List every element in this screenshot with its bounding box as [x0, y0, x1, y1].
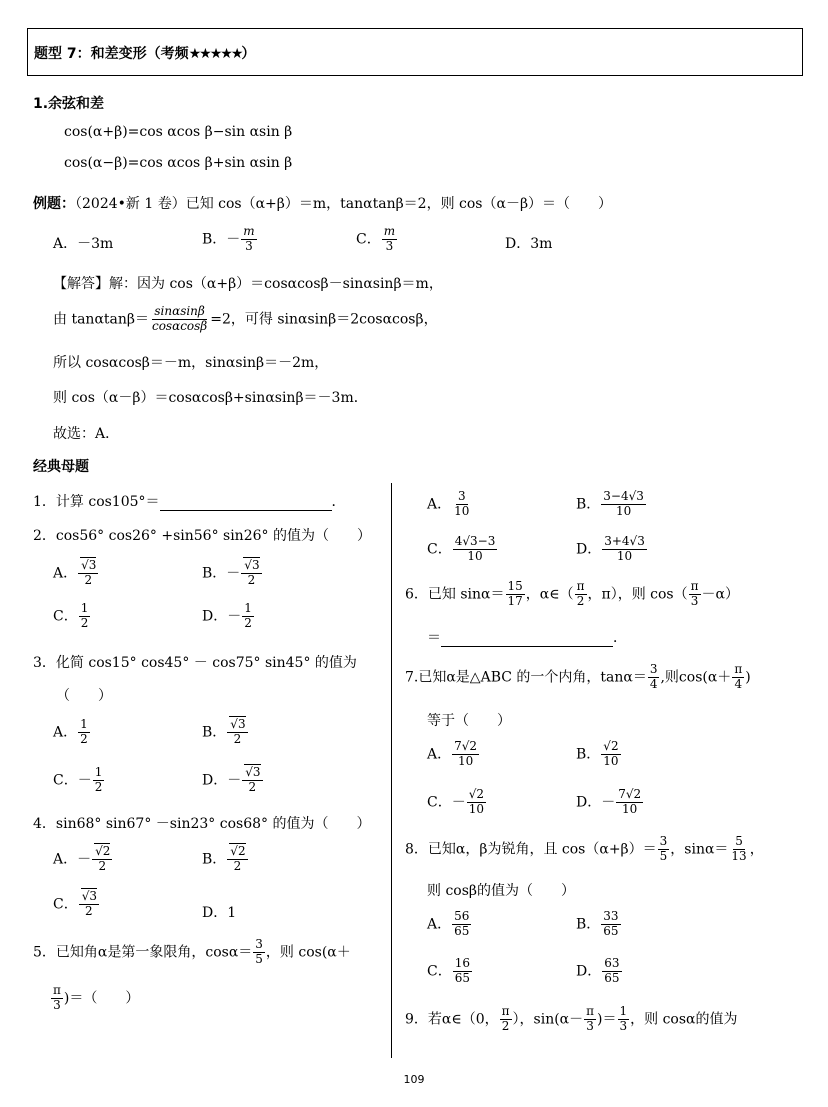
q5-option-c: C． $\frac{4√3-3}{10}$: [427, 534, 496, 563]
q3-option-c: C．－ $\frac{1}{2}$: [53, 765, 103, 794]
classic-heading: 经典母题: [33, 459, 89, 475]
q4-option-b: B． $\frac{√2}{2}$: [202, 844, 246, 873]
answer-blank[interactable]: [160, 496, 332, 511]
question-2: 2．cos56° cos26° +sin56° sin26° 的值为（ ）: [33, 528, 371, 544]
question-5: 5．已知角α是第一象限角，cosα＝ $\frac{3}{5}$ ，则 cos(α＋: [33, 937, 351, 966]
question-8: 8．已知α，β为锐角，且 cos（α+β）＝ $\frac{3}{5}$ ，sinα＝ $\frac{5}{13}$ ，: [405, 834, 764, 863]
column-divider: [391, 483, 392, 1058]
question-6: 6．已知 sinα＝ $\frac{15}{17}$ ，α∈（ $\frac{\pi}{2}$ ，π），则 cos（ $\frac{\pi}{3}$ －α）: [405, 579, 739, 608]
q2-option-c: C． $\frac{1}{2}$: [53, 601, 89, 630]
q8-option-c: C． $\frac{16}{65}$: [427, 956, 470, 985]
q4-option-d: D．1: [202, 905, 237, 921]
q8-option-b: B． $\frac{33}{65}$: [576, 909, 619, 938]
solution-line-5: 故选：A．: [53, 426, 120, 442]
question-7-cont: 等于（ ）: [427, 713, 511, 729]
example-option-a: A．－3m: [53, 236, 114, 252]
page-number: 109: [403, 1073, 425, 1086]
q7-option-c: C．－ $\frac{√2}{10}$: [427, 787, 484, 816]
q3-option-d: D．－ $\frac{√3}{2}$: [202, 765, 261, 794]
question-4: 4．sin68° sin67° －sin23° cos68° 的值为（ ）: [33, 816, 371, 832]
solution-line-4: 则 cos（α－β）＝cosαcosβ+sinαsinβ＝－3m．: [53, 390, 368, 406]
formula-cos-diff: cos(α−β)=cos αcos β+sin αsin β: [64, 155, 293, 171]
solution-line-2: 由 tanαtanβ＝ $\frac{\sin\alpha\sin\beta}{\cos\alpha\cos\beta}$ =2，可得 sinαsinβ＝2cosαcosβ，: [53, 304, 438, 333]
example-option-b: B．－ $\frac{m}{3}$: [202, 224, 255, 253]
section-title: 题型 7：和差变形（考频★★★★★）: [34, 46, 256, 62]
q4-option-c: C． $\frac{√3}{2}$: [53, 889, 97, 918]
q5-option-a: A． $\frac{3}{10}$: [427, 489, 470, 518]
solution-line-1: 【解答】解：因为 cos（α+β）＝cosαcosβ－sinαsinβ＝m，: [53, 276, 443, 292]
q7-option-b: B． $\frac{√2}{10}$: [576, 739, 619, 768]
question-8-cont: 则 cosβ的值为（ ）: [427, 883, 575, 899]
section-header-box: [27, 28, 803, 76]
question-6-answer: ＝ ．: [427, 630, 627, 646]
question-5-cont: $\frac{\pi}{3}$ )＝（ ）: [53, 983, 140, 1012]
solution-line-3: 所以 cosαcosβ＝－m，sinαsinβ＝－2m，: [53, 355, 329, 371]
question-3-paren: （ ）: [56, 688, 112, 704]
example-question: 例题：（2024•新 1 卷）已知 cos（α+β）＝m，tanαtanβ＝2，则 cos（α－β）＝（ ）: [33, 196, 613, 212]
q4-option-a: A．－ $\frac{√2}{2}$: [53, 844, 111, 873]
q3-option-b: B． $\frac{√3}{2}$: [202, 717, 246, 746]
answer-blank[interactable]: [441, 632, 613, 647]
formula-cos-sum: cos(α+β)=cos αcos β−sin αsin β: [64, 124, 293, 140]
section-heading: 1.余弦和差: [33, 96, 105, 112]
q2-option-a: A． $\frac{√3}{2}$: [53, 558, 97, 587]
star-rating-icon: ★★★★★: [188, 46, 242, 62]
question-7: 7.已知α是△ABC 的一个内角，tanα＝ $\frac{3}{4}$ ,则cos(α＋ $\frac{\pi}{4}$ ): [405, 662, 751, 691]
q7-option-a: A． $\frac{7√2}{10}$: [427, 739, 478, 768]
q2-option-b: B．－ $\frac{√3}{2}$: [202, 558, 260, 587]
question-9: 9．若α∈（0， $\frac{\pi}{2}$ ），sin(α－ $\frac{\pi}{3}$ )＝ $\frac{1}{3}$ ，则 cosα的值为: [405, 1004, 738, 1033]
question-1: 1．计算 cos105°＝ ．: [33, 494, 346, 510]
q7-option-d: D．－ $\frac{7√2}{10}$: [576, 787, 642, 816]
example-option-c: C． $\frac{m}{3}$: [356, 224, 396, 253]
q2-option-d: D．－ $\frac{1}{2}$: [202, 601, 252, 630]
q3-option-a: A． $\frac{1}{2}$: [53, 717, 88, 746]
q8-option-d: D． $\frac{63}{65}$: [576, 956, 620, 985]
example-option-d: D．3m: [505, 236, 553, 252]
q8-option-a: A． $\frac{56}{65}$: [427, 909, 470, 938]
question-3: 3．化简 cos15° cos45° － cos75° sin45° 的值为: [33, 655, 357, 671]
q5-option-d: D． $\frac{3+4√3}{10}$: [576, 534, 645, 563]
q5-option-b: B． $\frac{3-4√3}{10}$: [576, 489, 644, 518]
